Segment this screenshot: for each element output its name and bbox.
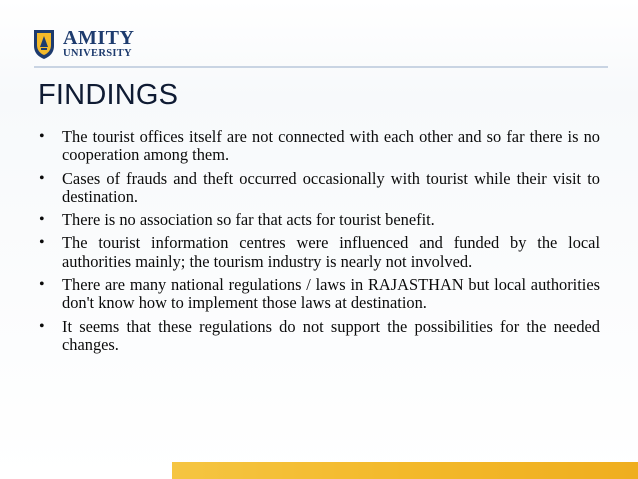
list-item (38, 211, 600, 229)
list-item (38, 128, 600, 165)
logo-name: AMITY (63, 27, 135, 50)
list-item-text: There is no association so far that acts for tourist benefit. (62, 210, 435, 230)
bullet-icon: • (39, 276, 45, 294)
list-item (38, 276, 600, 313)
list-item-text: It seems that these regulations do not support the possibilities for the needed changes. (62, 316, 600, 354)
list-item-text: There are many national regulations / laws in RAJASTHAN but local authorities don't know how to implement those laws at destination. (62, 275, 600, 313)
list-item-text: The tourist information centres were influenced and funded by the local authorities mainly; the tourism industry is nearly not involved. (62, 233, 600, 271)
list-item (38, 234, 600, 271)
bullet-icon: • (39, 234, 45, 252)
amity-logo (31, 27, 134, 61)
university-crest-icon (31, 27, 57, 61)
list-item (38, 318, 600, 355)
list-item (38, 170, 600, 207)
bullet-icon: • (39, 211, 45, 229)
header-divider (34, 66, 608, 68)
bullet-icon: • (39, 128, 45, 145)
footer-accent-bar (172, 462, 638, 479)
findings-list (38, 128, 600, 359)
logo-subtitle: UNIVERSITY (63, 48, 132, 60)
bullet-icon: • (39, 169, 45, 187)
bullet-icon: • (39, 317, 45, 335)
list-item-text: Cases of frauds and theft occurred occasionally with tourist while their visit to destination. (62, 168, 600, 206)
slide-title: FINDINGS (38, 79, 179, 111)
list-item-text: The tourist offices itself are not connected with each other and so far there is no cooperation among them. (62, 127, 600, 165)
